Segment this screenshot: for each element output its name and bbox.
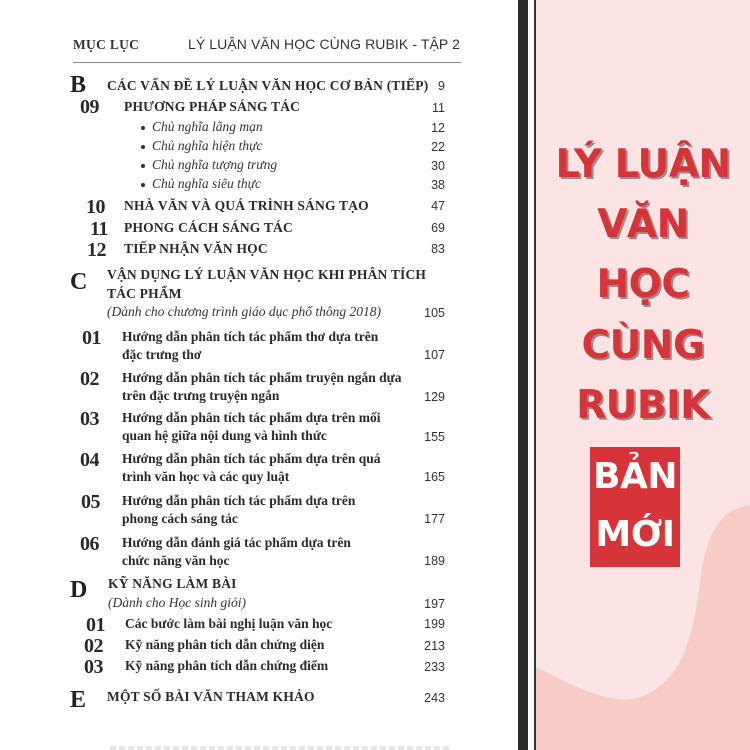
chapter-page: 233 — [424, 660, 445, 674]
chapter-page: 189 — [424, 554, 445, 568]
chapter-title: Kỹ năng phân tích dẫn chứng diện — [125, 637, 325, 652]
subtopic-page: 22 — [431, 140, 445, 154]
section-b-page: 9 — [438, 79, 445, 93]
chapter-title-line2: chức năng văn học — [122, 553, 230, 568]
chapter-page: 199 — [424, 617, 445, 631]
section-d-subtitle: (Dành cho Học sinh giỏi) — [108, 595, 246, 610]
subtopic-page: 12 — [431, 121, 445, 135]
badge-line: MỚI — [595, 514, 675, 555]
chapter-title-line1: Hướng dẫn phân tích tác phẩm dựa trên — [122, 493, 356, 508]
chapter-09-page: 11 — [432, 101, 445, 115]
chapter-num-01: 01 — [82, 327, 101, 349]
chapter-page: 129 — [424, 390, 445, 404]
section-c-title-line1: VẬN DỤNG LÝ LUẬN VĂN HỌC KHI PHÂN TÍCH — [107, 267, 427, 282]
chapter-title-line2: đặc trưng thơ — [122, 347, 202, 362]
subtopic-page: 30 — [431, 159, 445, 173]
section-e-page: 243 — [424, 691, 445, 705]
chapter-title: Kỹ năng phân tích dẫn chứng điểm — [125, 658, 329, 673]
chapter-page: 165 — [424, 470, 445, 484]
chapter-10-title: NHÀ VĂN VÀ QUÁ TRÌNH SÁNG TẠO — [124, 198, 369, 213]
cover-title-line: RUBIK — [576, 383, 710, 428]
chapter-11-title: PHONG CÁCH SÁNG TÁC — [124, 220, 293, 235]
chapter-page: 155 — [424, 430, 445, 444]
chapter-title-line1: Hướng dẫn đánh giá tác phẩm dựa trên — [122, 535, 351, 550]
bullet-icon — [141, 126, 145, 130]
toc-heading: MỤC LỤC — [73, 37, 140, 52]
section-letter-d: D — [70, 577, 88, 603]
section-c-title-line2: TÁC PHẨM — [107, 286, 182, 301]
chapter-num-12: 12 — [87, 239, 106, 261]
bullet-icon — [141, 183, 145, 187]
bullet-icon — [141, 164, 145, 168]
section-e-title: MỘT SỐ BÀI VĂN THAM KHẢO — [107, 689, 315, 704]
cover-title-line: VĂN — [597, 202, 689, 247]
cover-title-line: LÝ LUẬN — [555, 142, 731, 187]
book-running-title: LÝ LUẬN VĂN HỌC CÙNG RUBIK - TẬP 2 — [187, 36, 460, 52]
book-spine-shadow — [518, 0, 528, 750]
chapter-11-page: 69 — [431, 221, 445, 235]
chapter-num-11: 11 — [90, 218, 108, 240]
chapter-num-03: 03 — [80, 408, 99, 430]
chapter-title-line2: trên đặc trưng truyện ngắn — [122, 388, 280, 403]
subtopic-title: Chủ nghĩa siêu thực — [152, 176, 261, 191]
bullet-icon — [141, 145, 145, 149]
chapter-num-03: 03 — [84, 656, 103, 678]
chapter-10-page: 47 — [431, 199, 445, 213]
chapter-num-06: 06 — [80, 533, 99, 555]
chapter-num-09: 09 — [80, 96, 99, 118]
new-edition-badge — [590, 447, 680, 567]
section-c-page: 105 — [424, 306, 445, 320]
section-c-subtitle: (Dành cho chương trình giáo dục phổ thông 2018) — [107, 304, 382, 319]
chapter-title-line2: phong cách sáng tác — [122, 511, 238, 526]
section-letter-e: E — [70, 687, 87, 713]
section-letter-c: C — [70, 269, 88, 295]
section-letter-b: B — [70, 72, 87, 98]
chapter-num-04: 04 — [80, 449, 99, 471]
chapter-12-title: TIẾP NHẬN VĂN HỌC — [124, 241, 268, 256]
chapter-num-05: 05 — [81, 491, 100, 513]
cover-title-line: CÙNG — [581, 323, 705, 368]
clipped-next-page-text — [110, 746, 450, 750]
section-d-title: KỸ NĂNG LÀM BÀI — [108, 576, 237, 591]
chapter-num-02: 02 — [84, 635, 103, 657]
chapter-title-line1: Hướng dẫn phân tích tác phẩm thơ dựa trên — [122, 329, 379, 344]
chapter-title-line1: Hướng dẫn phân tích tác phẩm dựa trên quá — [122, 451, 381, 466]
subtopic-title: Chủ nghĩa hiện thực — [152, 138, 263, 153]
chapter-title-line2: trình văn học và các quy luật — [122, 469, 290, 484]
subtopic-title: Chủ nghĩa tượng trưng — [152, 157, 278, 172]
chapter-09-title: PHƯƠNG PHÁP SÁNG TÁC — [124, 99, 301, 114]
section-b-title: CÁC VẤN ĐỀ LÝ LUẬN VĂN HỌC CƠ BẢN (TIẾP) — [107, 78, 429, 93]
chapter-title-line1: Hướng dẫn phân tích tác phẩm truyện ngắn dựa — [122, 370, 402, 385]
cover-panel — [536, 0, 750, 750]
chapter-num-02: 02 — [80, 368, 99, 390]
chapter-num-01: 01 — [86, 614, 105, 636]
chapter-page: 177 — [424, 512, 445, 526]
chapter-page: 107 — [424, 348, 445, 362]
chapter-12-page: 83 — [431, 242, 445, 256]
decorative-wave-shape — [536, 0, 750, 750]
chapter-title-line1: Hướng dẫn phân tích tác phẩm dựa trên mối — [122, 410, 381, 425]
chapter-page: 213 — [424, 639, 445, 653]
chapter-title: Các bước làm bài nghị luận văn học — [125, 616, 333, 631]
subtopic-page: 38 — [431, 178, 445, 192]
badge-line: BẢN — [593, 456, 677, 497]
chapter-num-10: 10 — [86, 196, 105, 218]
section-d-page: 197 — [424, 597, 445, 611]
chapter-title-line2: quan hệ giữa nội dung và hình thức — [122, 428, 327, 443]
subtopic-title: Chủ nghĩa lãng mạn — [152, 119, 263, 134]
cover-title-line: HỌC — [596, 262, 690, 307]
